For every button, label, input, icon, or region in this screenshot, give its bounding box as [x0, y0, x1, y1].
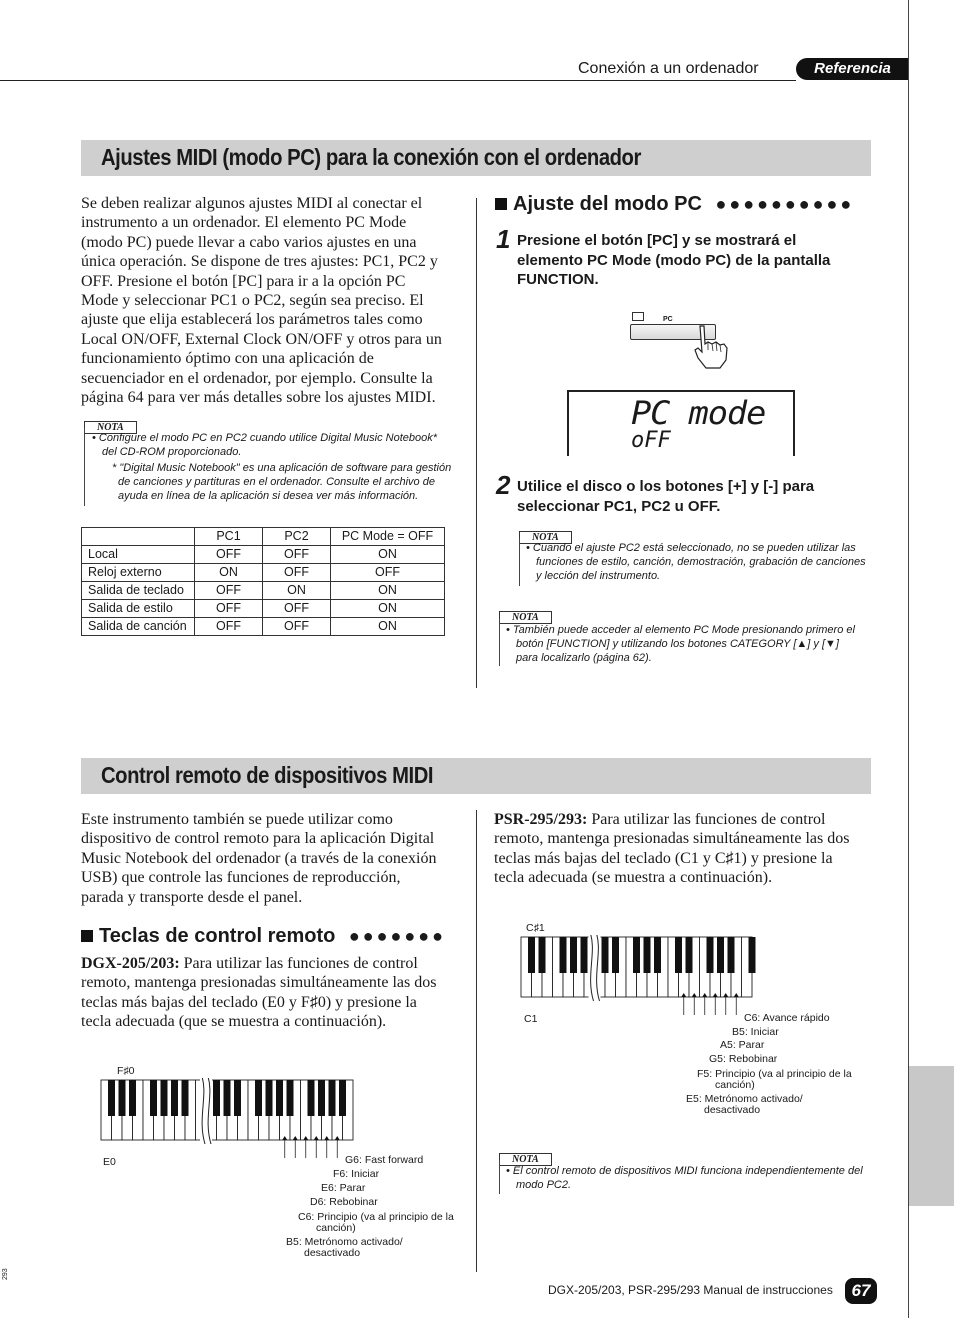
black-key	[171, 1080, 178, 1116]
table-cell: PC Mode = OFF	[331, 528, 445, 546]
page-number: 67	[845, 1278, 877, 1304]
table-cell: ON	[195, 564, 263, 582]
text-span: Para utilizar las funciones de control	[179, 955, 418, 972]
black-key	[119, 1080, 126, 1116]
text-line: teclas más bajas del teclado (E0 y F♯0) y presione la	[81, 993, 417, 1011]
text-line: * "Digital Music Notebook" es una aplicación de software para gestión	[112, 462, 452, 474]
table-cell: Salida de estilo	[82, 600, 195, 618]
dgx-label-g6: G6: Fast forward	[345, 1154, 424, 1166]
black-key	[633, 937, 640, 973]
step1-number: 1	[496, 224, 511, 254]
text-line: de canciones y partituras en el ordenador. Consulte el archivo de	[118, 476, 435, 488]
table-row	[82, 564, 445, 582]
nota3-rule	[499, 618, 500, 666]
table-cell: ON	[331, 582, 445, 600]
text-line: FUNCTION.	[517, 271, 599, 288]
text-line: página 64 para ver más detalles sobre los ajustes MIDI.	[81, 389, 436, 407]
text-line: OFF. Presione el botón [PC] para ir a la opción PC	[81, 272, 406, 290]
psr-label-e5-cont: desactivado	[704, 1104, 761, 1116]
black-key	[182, 1080, 189, 1116]
table-cell	[82, 528, 195, 546]
header-rule	[0, 80, 796, 81]
model-label: DGX-205/203:	[81, 955, 180, 972]
header-section-title: Conexión a un ordenador	[578, 60, 759, 77]
table-cell: OFF	[263, 546, 331, 564]
dgx-top-key-label: F♯0	[117, 1065, 135, 1077]
section1-intro	[81, 194, 471, 407]
table-cell: OFF	[195, 618, 263, 636]
text-line: teclas más bajas del teclado (C1 y C♯1) y presione la	[494, 849, 833, 867]
column-divider	[476, 810, 477, 1272]
black-key	[581, 937, 588, 973]
table-cell: ON	[263, 582, 331, 600]
text-line: tecla adecuada (se muestra a continuación).	[494, 869, 773, 887]
nota4-text	[506, 1164, 876, 1192]
table-cell: OFF	[263, 600, 331, 618]
table-cell: OFF	[263, 564, 331, 582]
table-cell: Reloj externo	[82, 564, 195, 582]
reference-tab: Referencia	[796, 58, 909, 80]
pc-button-label: PC	[663, 316, 673, 323]
text-line: ajuste que elija establecerá los parámetros tales como	[81, 311, 423, 329]
text-line: instrumento a un ordenador. El elemento PC Mode	[81, 214, 407, 232]
pressing-hand-icon	[692, 324, 732, 370]
text-line: Music Notebook del ordenador (a través de la conexión	[81, 849, 437, 867]
subheading-remote-keys	[81, 925, 446, 948]
text-line: secuenciador en el ordenador, por ejemplo. Consulte la	[81, 369, 433, 387]
nota1-subtext	[112, 461, 462, 503]
black-key	[528, 937, 535, 973]
dgx-label-b5-cont: desactivado	[304, 1247, 361, 1259]
nota1-text	[92, 431, 462, 459]
dgx-label-b5: B5: Metrónomo activado/	[286, 1236, 403, 1248]
text-line: modo PC2.	[516, 1179, 572, 1191]
nota-label: NOTA	[84, 421, 137, 434]
nota-label: NOTA	[519, 531, 572, 544]
psr-label-a5: A5: Parar	[720, 1039, 765, 1051]
dgx-label-c6: C6: Principio (va al principio de la	[298, 1211, 454, 1223]
text-line: • Configure el modo PC en PC2 cuando utilice Digital Music Notebook*	[92, 432, 438, 444]
black-key	[654, 937, 661, 973]
black-key	[108, 1080, 115, 1116]
psr-label-c6: C6: Avance rápido	[744, 1012, 830, 1024]
text-line: parada y transporte desde el panel.	[81, 888, 303, 906]
text-line: • También puede acceder al elemento PC Mode presionando primero el	[506, 624, 855, 636]
table-cell: OFF	[263, 618, 331, 636]
black-key	[150, 1080, 157, 1116]
text-line	[494, 810, 884, 829]
text-line	[81, 954, 471, 973]
black-key	[728, 937, 735, 973]
text-line: botón [FUNCTION] y utilizando los botones CATEGORY [▲] y [▼]	[516, 638, 839, 650]
section2-title-bar	[81, 758, 871, 794]
table-cell: PC2	[263, 528, 331, 546]
dgx-label-c6-cont: canción)	[316, 1222, 356, 1234]
section2-intro	[81, 810, 471, 907]
text-line: y lección del instrumento.	[536, 570, 661, 582]
table-cell: Salida de canción	[82, 618, 195, 636]
dots-decoration: ●●●●●●●●●●	[715, 194, 855, 214]
nota4-rule	[499, 1160, 500, 1194]
step2-number: 2	[496, 470, 511, 500]
psr-label-f5-cont: canción)	[715, 1079, 755, 1091]
lcd-line-2: oFF	[631, 428, 671, 453]
black-key	[686, 937, 693, 973]
text-line: funciones de estilo, canción, demostración, grabación de canciones	[536, 556, 866, 568]
black-key	[339, 1080, 346, 1116]
text-line: Presione el botón [PC] y se mostrará el	[517, 232, 797, 249]
step2-text	[517, 477, 877, 516]
black-key	[570, 937, 577, 973]
psr-label-b5: B5: Iniciar	[732, 1026, 779, 1038]
subheading-text: Ajuste del modo PC	[513, 193, 702, 215]
section1-title-bar	[81, 140, 871, 176]
black-key	[129, 1080, 136, 1116]
black-key	[749, 937, 756, 973]
nota2-text	[526, 541, 876, 583]
text-line: • Cuando el ajuste PC2 está seleccionado, no se pueden utilizar las	[526, 542, 856, 554]
black-key	[255, 1080, 262, 1116]
table-cell: OFF	[195, 546, 263, 564]
subheading-text: Teclas de control remoto	[99, 925, 336, 947]
black-key	[224, 1080, 231, 1116]
black-key	[644, 937, 651, 973]
black-key	[161, 1080, 168, 1116]
text-line: Se deben realizar algunos ajustes MIDI al conectar el	[81, 195, 423, 212]
table-row	[82, 582, 445, 600]
table-cell: OFF	[331, 564, 445, 582]
step1-text	[517, 231, 877, 290]
text-line: Local ON/OFF, External Clock ON/OFF y otros para un	[81, 330, 442, 348]
text-line: para localizarlo (página 62).	[516, 652, 652, 664]
subheading-pc-mode	[495, 193, 854, 216]
section2-title: Control remoto de dispositivos MIDI	[101, 762, 434, 788]
text-line: remoto, mantenga presionadas simultáneamente las dos	[494, 830, 850, 848]
table-cell: Salida de teclado	[82, 582, 195, 600]
table-row	[82, 600, 445, 618]
psr-paragraph	[494, 810, 884, 888]
text-line: del CD-ROM proporcionado.	[102, 446, 242, 458]
nota1-rule	[84, 428, 85, 506]
dgx-bottom-key-label: E0	[103, 1156, 116, 1168]
table-cell: Local	[82, 546, 195, 564]
black-key	[707, 937, 714, 973]
lcd-line-1: PC mode	[631, 394, 766, 432]
table-cell: OFF	[195, 582, 263, 600]
table-row	[82, 618, 445, 636]
pc-mode-table	[81, 527, 445, 636]
text-line: • El control remoto de dispositivos MIDI funciona independientemente del	[506, 1165, 863, 1177]
text-line: (modo PC) puede llevar a cabo varios ajustes en una	[81, 233, 417, 251]
dgx-label-f6: F6: Iniciar	[333, 1168, 380, 1180]
table-cell: ON	[331, 546, 445, 564]
nota3-text	[506, 623, 876, 665]
dgx-paragraph	[81, 954, 471, 1032]
table-cell: OFF	[195, 600, 263, 618]
black-key	[560, 937, 567, 973]
table-cell: ON	[331, 618, 445, 636]
text-line: ayuda en línea de la aplicación si desea ver más información.	[118, 490, 419, 502]
psr-label-f5: F5: Principio (va al principio de la	[697, 1068, 852, 1080]
section1-title: Ajustes MIDI (modo PC) para la conexión con el ordenador	[101, 144, 641, 170]
text-span: Para utilizar las funciones de control	[587, 811, 826, 828]
dgx-label-d6: D6: Rebobinar	[310, 1196, 378, 1208]
text-line: Mode y seleccionar PC1 o PC2, según sea preciso. El	[81, 292, 424, 310]
psr-label-g5: G5: Rebobinar	[709, 1053, 778, 1065]
text-line: elemento PC Mode (modo PC) de la pantalla	[517, 251, 831, 269]
black-key	[266, 1080, 273, 1116]
black-key	[287, 1080, 294, 1116]
footer-manual-title: DGX-205/203, PSR-295/293 Manual de instrucciones	[548, 1283, 833, 1297]
black-key	[675, 937, 682, 973]
text-line: funcionamiento óptimo con una aplicación de	[81, 350, 374, 368]
nota-label: NOTA	[499, 611, 552, 624]
model-label: PSR-295/293:	[494, 811, 588, 828]
table-cell: PC1	[195, 528, 263, 546]
square-bullet-icon	[495, 198, 507, 210]
nota2-rule	[519, 538, 520, 586]
nota-label: NOTA	[499, 1153, 552, 1166]
text-line: dispositivo de control remoto para la aplicación Digital	[81, 830, 435, 848]
black-key	[717, 937, 724, 973]
black-key	[612, 937, 619, 973]
text-line: única operación. Se dispone de tres ajustes: PC1, PC2 y	[81, 253, 438, 271]
dgx-keyboard-diagram	[100, 1078, 360, 1158]
psr-bottom-key-label: C1	[524, 1013, 538, 1025]
table-header-row	[82, 528, 445, 546]
black-key	[602, 937, 609, 973]
black-key	[539, 937, 546, 973]
dgx-label-e6: E6: Parar	[321, 1182, 366, 1194]
text-line: seleccionar PC1, PC2 u OFF.	[517, 497, 721, 515]
button-led-icon	[632, 312, 644, 322]
black-key	[213, 1080, 220, 1116]
table-cell: ON	[331, 600, 445, 618]
text-line: Utilice el disco o los botones [+] y [-] para	[517, 478, 815, 495]
lcd-display	[567, 390, 795, 456]
psr-top-key-label: C♯1	[526, 922, 545, 934]
side-thumb-tab	[909, 1066, 954, 1206]
dots-decoration: ●●●●●●●	[348, 926, 447, 946]
black-key	[276, 1080, 283, 1116]
black-key	[234, 1080, 241, 1116]
text-line: remoto, mantenga presionadas simultáneamente las dos	[81, 974, 437, 992]
side-code: 293	[2, 1268, 9, 1280]
text-line: Este instrumento también se puede utilizar como	[81, 811, 393, 828]
psr-label-e5: E5: Metrónomo activado/	[686, 1093, 803, 1105]
square-bullet-icon	[81, 930, 93, 942]
black-key	[308, 1080, 315, 1116]
column-divider	[476, 198, 477, 688]
text-line: USB) que controle las funciones de reproducción,	[81, 869, 401, 887]
black-key	[318, 1080, 325, 1116]
black-key	[329, 1080, 336, 1116]
psr-keyboard-diagram	[520, 935, 760, 1015]
text-line: tecla adecuada (que se muestra a continuación).	[81, 1013, 387, 1031]
table-row	[82, 546, 445, 564]
